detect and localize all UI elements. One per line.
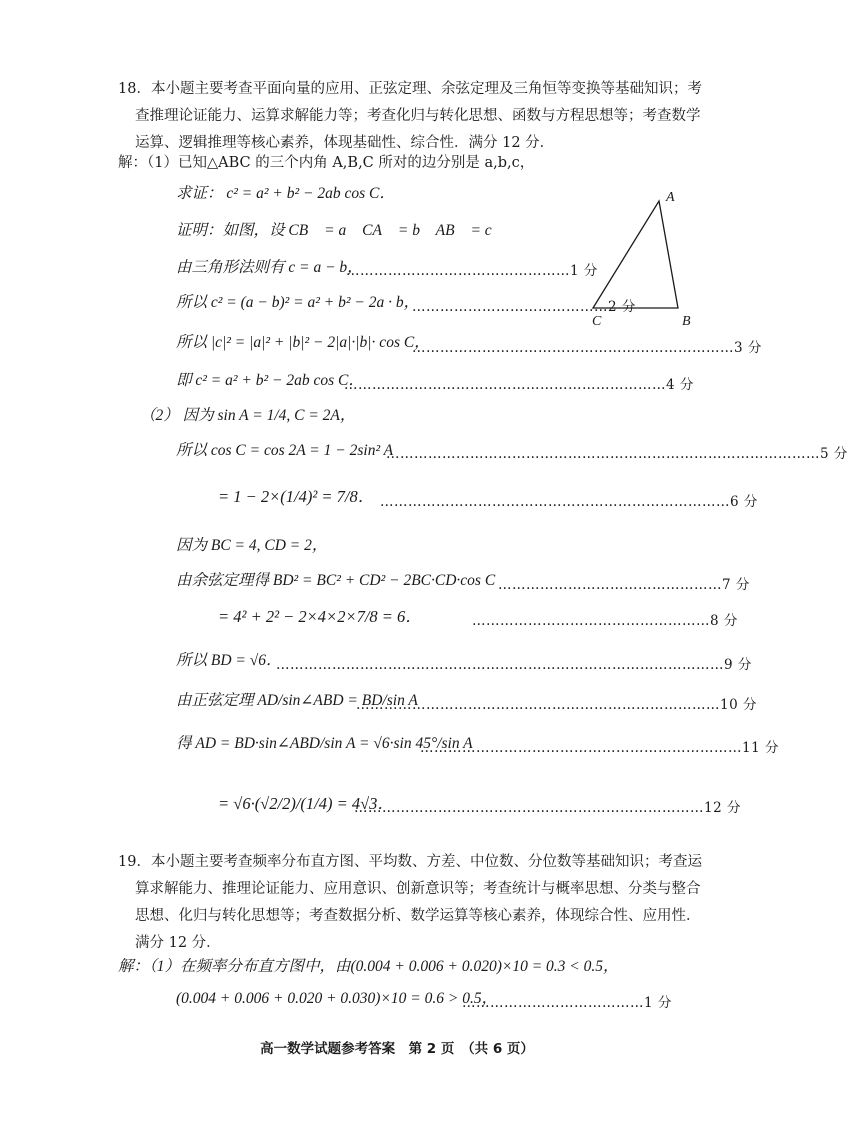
q18-score-12: …………………………………………………………………12 分	[354, 800, 741, 816]
q18-part2-lead: （2） 因为 sin A = 1/4, C = 2A，	[140, 407, 356, 424]
q18-step-2: 所以 c² = (a − b)² = a² + b² − 2a · b，	[176, 294, 420, 311]
q18-score-6: …………………………………………………………………6 分	[380, 494, 758, 510]
q18-score-4: ……………………………………………………………4 分	[344, 377, 694, 393]
q18-intro: 18．本小题主要考查平面向量的应用、正弦定理、余弦定理及三角恒等变换等基础知识；考查推理论证能力、运算求解能力等；考查化归与转化思想、函数与方程思想等；考查数学运算、逻辑推理等核心素养，体现基础性、综合性．满分 12 分．	[118, 81, 702, 151]
q18-step-1: 由三角形法则有 c = a − b，	[176, 259, 363, 276]
vertex-b-label: B	[682, 314, 691, 329]
q18-score-8: ……………………………………………8 分	[472, 613, 738, 629]
q18-step-4: 即 c² = a² + b² − 2ab cos C．	[176, 372, 364, 389]
q18-score-7: …………………………………………7 分	[498, 577, 750, 593]
q19-part1-lead: 解：（1）在频率分布直方图中，由(0.004 + 0.006 + 0.020)×10 = 0.3 < 0.5，	[118, 958, 619, 975]
q18-step-6: = 1 − 2×(1/4)² = 7/8．	[218, 487, 375, 506]
page-footer: 高一数学试题参考答案 第 2 页 （共 6 页）	[260, 1041, 534, 1057]
q18-score-3: ……………………………………………………………3 分	[412, 340, 762, 356]
q18-step-7: 由余弦定理得 BD² = BC² + CD² − 2BC·CD·cos C	[176, 572, 496, 589]
q18-step-11: 得 AD = BD·sin∠ABD/sin A = √6·sin 45°/sin A	[176, 735, 473, 752]
q18-step-9: 所以 BD = √6．	[176, 652, 282, 669]
q18-step-5: 所以 cos C = cos 2A = 1 − 2sin² A	[176, 442, 394, 459]
triangle-abc-figure	[585, 190, 695, 330]
q18-given: 因为 BC = 4, CD = 2，	[176, 537, 328, 554]
q18-prove-statement: 求证： c² = a² + b² − 2ab cos C．	[176, 185, 395, 202]
q18-step-8: = 4² + 2² − 2×4×2×7/8 = 6．	[218, 607, 422, 626]
q18-step-12: = √6·(√2/2)/(1/4) = 4√3．	[218, 794, 394, 813]
q18-part1-lead: 解：（1）已知△ABC 的三个内角 A,B,C 所对的边分别是 a,b,c，	[118, 155, 535, 171]
q18-score-2: ……………………………………2 分	[412, 299, 636, 315]
vertex-a-label: A	[666, 190, 675, 205]
q18-score-10: ……………………………………………………………………10 分	[356, 697, 757, 713]
triangle-abc-shape	[593, 201, 678, 308]
q18-step-10: 由正弦定理 AD/sin∠ABD = BD/sin A	[176, 692, 418, 709]
vertex-c-label: C	[592, 314, 602, 329]
q19-line-2: (0.004 + 0.006 + 0.020 + 0.030)×10 = 0.6 > 0.5，	[176, 990, 498, 1007]
q19-score-1: …………………………………1 分	[462, 995, 672, 1011]
q18-step-3: 所以 |c|² = |a|² + |b|² − 2|a|·|b|· cos C，	[176, 334, 430, 351]
q18-score-9: ……………………………………………………………………………………9 分	[276, 657, 752, 673]
q18-score-11: ……………………………………………………………11 分	[420, 740, 779, 756]
q19-intro: 19．本小题主要考查频率分布直方图、平均数、方差、中位数、分位数等基础知识；考查运算求解能力、推理论证能力、应用意识、创新意识等；考查统计与概率思想、分类与整合思想、化归与转化思想等；考查数据分析、数学运算等核心素养，体现综合性、应用性．满分 12 分．	[118, 854, 702, 951]
q18-score-5: …………………………………………………………………………………5 分	[386, 446, 848, 462]
q18-proof-setup: 证明：如图，设 CB⃗ = a， CA⃗ = b， AB⃗ = c．	[176, 222, 504, 239]
q18-score-1: …………………………………………1 分	[346, 263, 598, 279]
